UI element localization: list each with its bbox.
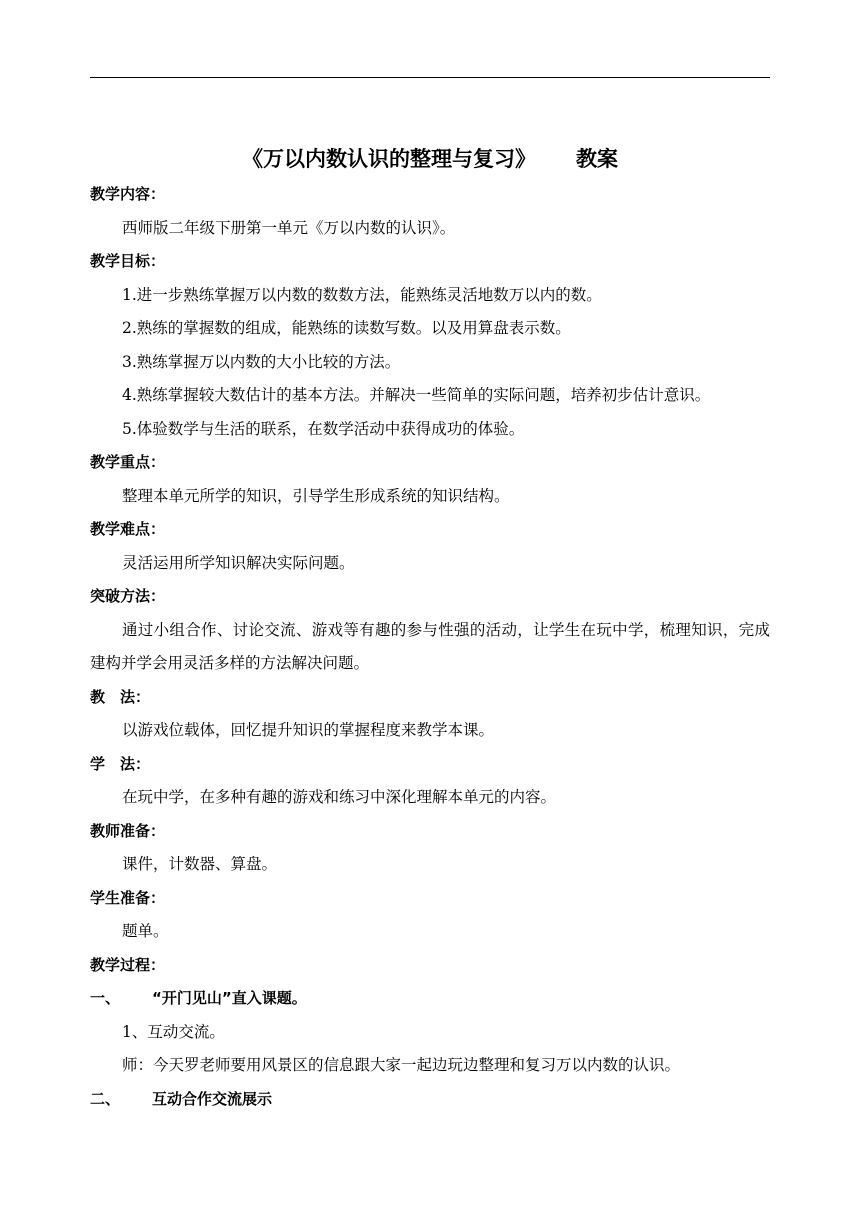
key-text: 整理本单元所学的知识，引导学生形成系统的知识结构。 (122, 486, 510, 505)
step-1-text: 师：今天罗老师要用风景区的信息跟大家一起边玩边整理和复习万以内数的认识。 (122, 1056, 681, 1074)
student-prep-heading: 学生准备： (90, 888, 166, 907)
content-text: 西师版二年级下册第一单元《万以内数的认识》。 (122, 218, 456, 237)
section-1-title: “开门见山”直入课题。 (152, 989, 307, 1007)
goal-item: 4.熟练掌握较大数估计的基本方法。并解决一些简单的实际问题，培养初步估计意识。 (122, 386, 711, 404)
learn-method-heading: 学 法： (90, 754, 151, 773)
section-2-title: 互动合作交流展示 (152, 1089, 273, 1108)
section-1-heading (90, 982, 770, 1016)
student-prep-text: 题单。 (122, 922, 169, 940)
goals-heading: 教学目标： (90, 252, 166, 270)
section-2-number: 二、 (90, 1089, 121, 1108)
goal-item: 1.进一步熟练掌握万以内数的数数方法，能熟练灵活地数万以内的数。 (122, 285, 602, 304)
document-title (90, 140, 770, 178)
header-rule (90, 77, 770, 78)
teacher-prep-text: 课件，计数器、算盘。 (122, 855, 278, 873)
section-1-number: 一、 (90, 989, 121, 1007)
teach-method-heading: 教 法： (90, 687, 151, 706)
difficulty-heading: 教学难点： (90, 520, 166, 538)
document-body (90, 140, 770, 1116)
key-heading: 教学重点： (90, 453, 166, 471)
teacher-prep-heading: 教师准备： (90, 821, 166, 840)
section-2-heading (90, 1083, 770, 1117)
title-suffix: 教案 (576, 147, 618, 171)
teach-method-text: 以游戏位载体，回忆提升知识的掌握程度来教学本课。 (122, 721, 495, 739)
difficulty-text: 灵活运用所学知识解决实际问题。 (122, 553, 355, 572)
process-heading: 教学过程： (90, 955, 166, 974)
goal-item: 5.体验数学与生活的联系，在数学活动中获得成功的体验。 (122, 419, 525, 438)
goal-item: 3.熟练掌握万以内数的大小比较的方法。 (122, 352, 401, 371)
step-1: 1、互动交流。 (122, 1022, 225, 1041)
title-main: 《万以内数认识的整理与复习》 (242, 147, 536, 171)
content-heading: 教学内容： (90, 185, 166, 203)
breakthrough-text: 通过小组合作、讨论交流、游戏等有趣的参与性强的活动，让学生在玩中学，梳理知识，完成建构并学会用灵活多样的方法解决问题。 (90, 620, 770, 672)
learn-method-text: 在玩中学，在多种有趣的游戏和练习中深化理解本单元的内容。 (122, 788, 557, 806)
breakthrough-heading: 突破方法： (90, 587, 166, 605)
goal-item: 2.熟练的掌握数的组成，能熟练的读数写数。以及用算盘表示数。 (122, 319, 571, 337)
